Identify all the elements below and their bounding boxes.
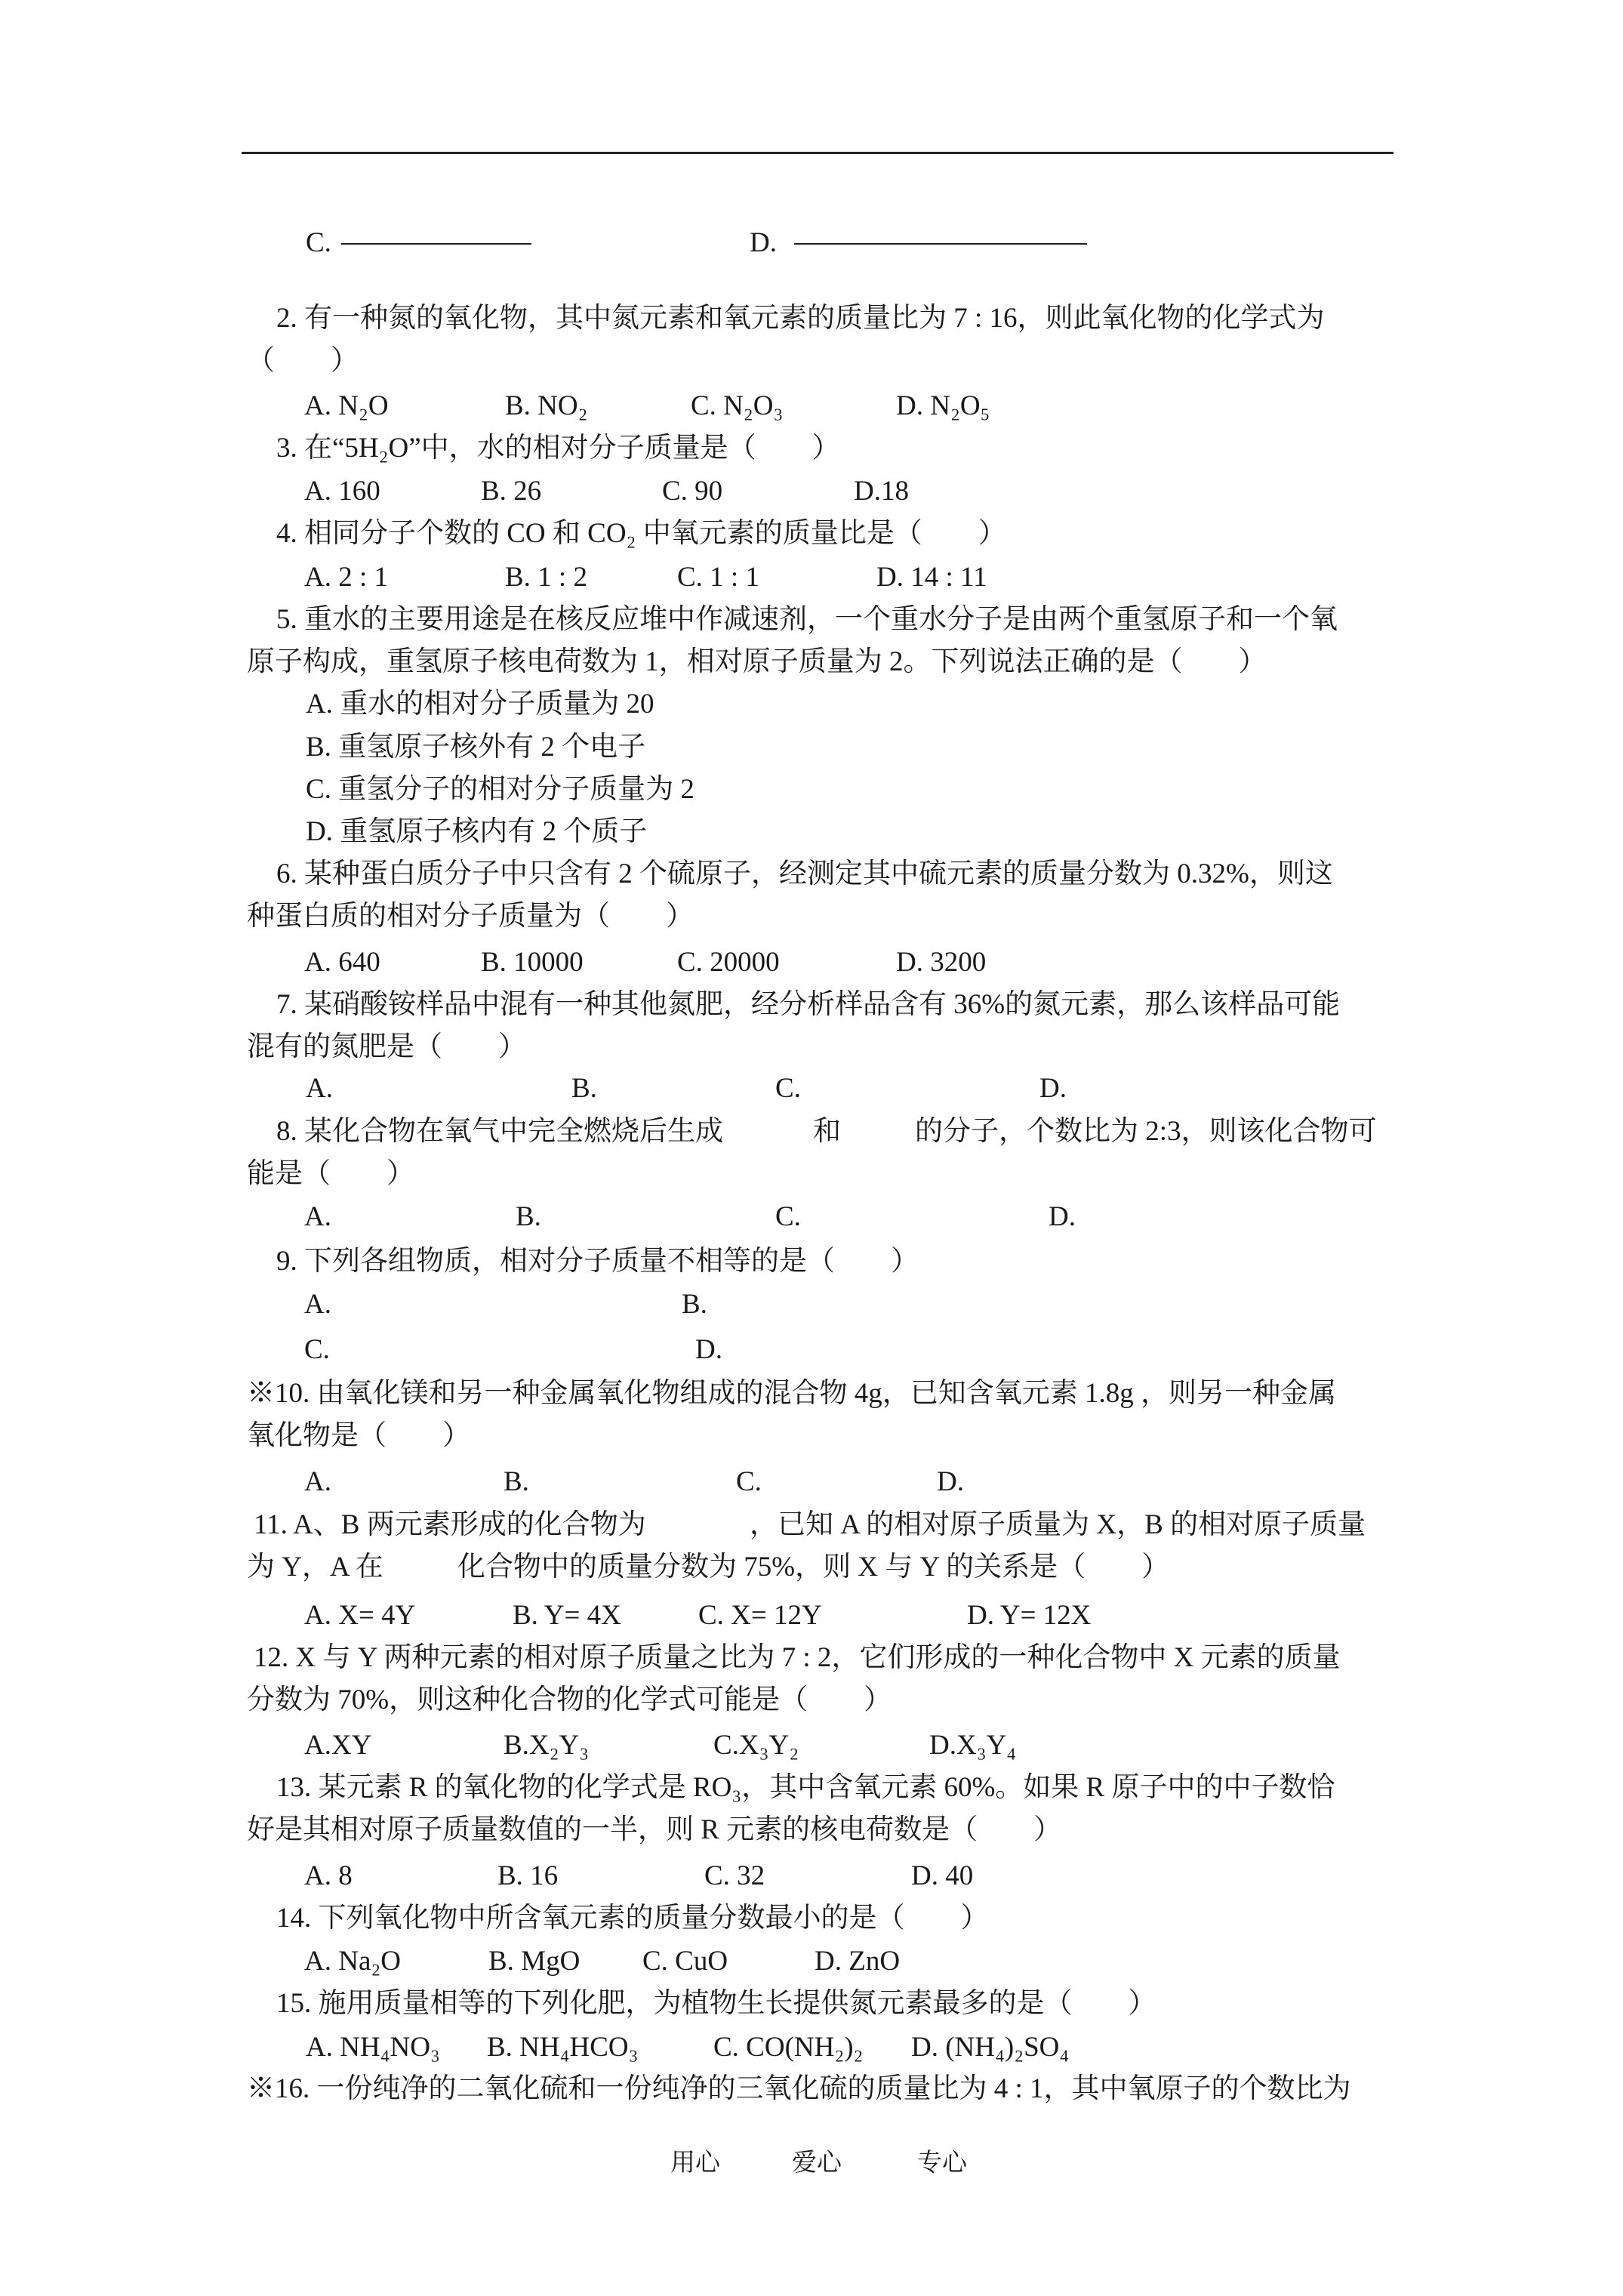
q11-option-a: A. X= 4Y bbox=[304, 1600, 416, 1631]
q14-option-d: D. ZnO bbox=[815, 1946, 901, 1977]
q13-stem-line-2: 好是其相对原子质量数值的一半，则 R 元素的核电荷数是（ ） bbox=[247, 1814, 1062, 1845]
q4-option-a: A. 2 : 1 bbox=[304, 562, 388, 593]
q9-option-a: A. bbox=[304, 1289, 331, 1320]
q1-option-d-blank bbox=[794, 243, 1087, 245]
q12-option-b: B.X₂Y₃ bbox=[504, 1730, 590, 1761]
q4-option-c: C. 1 : 1 bbox=[677, 562, 759, 593]
q15-option-d: D. (NH₄)₂SO₄ bbox=[911, 2032, 1070, 2063]
q11-option-c: C. X= 12Y bbox=[698, 1600, 822, 1631]
q11-stem-line-2a: 为 Y，A 在 bbox=[247, 1552, 383, 1583]
q12-option-d: D.X₃Y₄ bbox=[929, 1730, 1017, 1761]
q12-stem-line-1: 12. X 与 Y 两种元素的相对原子质量之比为 7 : 2，它们形成的一种化合物中 X 元素的质量 bbox=[254, 1642, 1341, 1673]
q13-option-a: A. 8 bbox=[304, 1860, 353, 1891]
q7-option-a: A. bbox=[306, 1073, 333, 1104]
q12-option-a: A.XY bbox=[304, 1730, 372, 1761]
q5-stem-line-2: 原子构成，重氢原子核电荷数为 1，相对原子质量为 2。下列说法正确的是（ ） bbox=[247, 646, 1267, 677]
q3-option-a: A. 160 bbox=[304, 476, 380, 507]
footer-word-2: 爱心 bbox=[792, 2150, 842, 2177]
q5-option-d: D. 重氢原子核内有 2 个质子 bbox=[306, 816, 648, 847]
q9-option-b: B. bbox=[682, 1289, 707, 1320]
q1-option-c-label: C. bbox=[306, 227, 331, 258]
q9-option-d: D. bbox=[695, 1334, 722, 1365]
q11-stem-line-2b: 化合物中的质量分数为 75%，则 X 与 Y 的关系是（ ） bbox=[457, 1552, 1170, 1583]
q7-option-c: C. bbox=[775, 1073, 801, 1104]
footer-word-3: 专心 bbox=[917, 2150, 967, 2177]
q4-option-b: B. 1 : 2 bbox=[505, 562, 587, 593]
q11-option-d: D. Y= 12X bbox=[967, 1600, 1092, 1631]
q8-option-d: D. bbox=[1049, 1201, 1076, 1232]
footer-word-1: 用心 bbox=[670, 2150, 720, 2177]
q8-option-a: A. bbox=[304, 1201, 331, 1232]
q8-option-b: B. bbox=[516, 1201, 541, 1232]
q6-option-c: C. 20000 bbox=[677, 947, 780, 978]
q11-stem-line-1b: ，已知 A 的相对原子质量为 X，B 的相对原子质量 bbox=[750, 1509, 1366, 1540]
q13-option-b: B. 16 bbox=[497, 1860, 559, 1891]
q12-option-c: C.X₃Y₂ bbox=[713, 1730, 799, 1761]
q15-option-b: B. NH₄HCO₃ bbox=[487, 2032, 639, 2063]
q12-stem-line-2: 分数为 70%，则这种化合物的化学式可能是（ ） bbox=[247, 1684, 892, 1715]
q3-stem: 3. 在“5H₂O”中，水的相对分子质量是（ ） bbox=[276, 433, 840, 464]
q6-option-a: A. 640 bbox=[304, 947, 380, 978]
q7-stem-line-2: 混有的氮肥是（ ） bbox=[247, 1031, 526, 1062]
q8-stem-line-2: 能是（ ） bbox=[247, 1158, 414, 1189]
q14-stem: 14. 下列氧化物中所含氧元素的质量分数最小的是（ ） bbox=[276, 1903, 989, 1934]
q13-option-d: D. 40 bbox=[911, 1860, 974, 1891]
q8-option-c: C. bbox=[775, 1201, 801, 1232]
q9-stem: 9. 下列各组物质，相对分子质量不相等的是（ ） bbox=[276, 1246, 919, 1277]
q4-option-d: D. 14 : 11 bbox=[876, 562, 987, 593]
q1-option-d-label: D. bbox=[750, 227, 777, 258]
q3-option-d: D.18 bbox=[854, 476, 909, 507]
q15-option-a: A. NH₄NO₃ bbox=[306, 2032, 440, 2063]
q2-option-a: A. N₂O bbox=[304, 390, 389, 421]
q6-option-b: B. 10000 bbox=[481, 947, 584, 978]
q6-stem-line-1: 6. 某种蛋白质分子中只含有 2 个硫原子，经测定其中硫元素的质量分数为 0.32%，则这 bbox=[276, 858, 1333, 889]
q10-option-d: D. bbox=[937, 1466, 964, 1497]
q7-stem-line-1: 7. 某硝酸铵样品中混有一种其他氮肥，经分析样品含有 36%的氮元素，那么该样品可能 bbox=[276, 989, 1341, 1020]
q7-option-b: B. bbox=[571, 1073, 597, 1104]
q5-stem-line-1: 5. 重水的主要用途是在核反应堆中作减速剂，一个重水分子是由两个重氢原子和一个氧 bbox=[276, 604, 1338, 635]
q15-option-c: C. CO(NH₂)₂ bbox=[713, 2032, 864, 2063]
q2-option-c: C. N₂O₃ bbox=[691, 390, 784, 421]
q11-option-b: B. Y= 4X bbox=[513, 1600, 621, 1631]
q4-stem: 4. 相同分子个数的 CO 和 CO₂ 中氧元素的质量比是（ ） bbox=[276, 518, 1006, 549]
q8-stem-line-1b: 和 bbox=[813, 1116, 841, 1147]
q13-stem-line-1: 13. 某元素 R 的氧化物的化学式是 RO₃，其中含氧元素 60%。如果 R 原子中的中子数恰 bbox=[276, 1772, 1335, 1803]
q10-stem-line-2: 氧化物是（ ） bbox=[247, 1420, 470, 1451]
q16-stem: ※16. 一份纯净的二氧化硫和一份纯净的三氧化硫的质量比为 4 : 1，其中氧原子的个数比为 bbox=[247, 2073, 1351, 2104]
q2-paren: （ ） bbox=[247, 345, 359, 376]
q8-stem-line-1a: 8. 某化合物在氧气中完全燃烧后生成 bbox=[276, 1116, 723, 1147]
q13-option-c: C. 32 bbox=[704, 1860, 765, 1891]
q8-stem-line-1c: 的分子，个数比为 2:3，则该化合物可 bbox=[915, 1116, 1377, 1147]
q10-stem-line-1: ※10. 由氧化镁和另一种金属氧化物组成的混合物 4g，已知含氧元素 1.8g ，则另一种金属 bbox=[247, 1378, 1336, 1409]
q2-option-d: D. N₂O₅ bbox=[896, 390, 990, 421]
q6-stem-line-2: 种蛋白质的相对分子质量为（ ） bbox=[247, 901, 694, 932]
q2-stem: 2. 有一种氮的氧化物，其中氮元素和氧元素的质量比为 7 : 16，则此氧化物的化学式为 bbox=[276, 303, 1325, 334]
q14-option-b: B. MgO bbox=[488, 1946, 581, 1977]
q7-option-d: D. bbox=[1039, 1073, 1067, 1104]
q3-option-c: C. 90 bbox=[662, 476, 723, 507]
q14-option-c: C. CuO bbox=[642, 1946, 728, 1977]
q14-option-a: A. Na₂O bbox=[304, 1946, 401, 1977]
q10-option-a: A. bbox=[304, 1466, 331, 1497]
q1-option-c-blank bbox=[341, 243, 531, 245]
q15-stem: 15. 施用质量相等的下列化肥，为植物生长提供氮元素最多的是（ ） bbox=[276, 1988, 1156, 2019]
q5-option-c: C. 重氢分子的相对分子质量为 2 bbox=[306, 774, 694, 805]
q10-option-b: B. bbox=[504, 1466, 529, 1497]
q6-option-d: D. 3200 bbox=[896, 947, 987, 978]
q9-option-c: C. bbox=[304, 1334, 330, 1365]
q10-option-c: C. bbox=[736, 1466, 762, 1497]
q5-option-b: B. 重氢原子核外有 2 个电子 bbox=[306, 732, 646, 763]
q11-stem-line-1a: 11. A、B 两元素形成的化合物为 bbox=[254, 1509, 646, 1540]
q3-option-b: B. 26 bbox=[481, 476, 542, 507]
q2-option-b: B. NO₂ bbox=[505, 390, 588, 421]
q5-option-a: A. 重水的相对分子质量为 20 bbox=[306, 689, 654, 720]
header-rule bbox=[242, 152, 1394, 154]
